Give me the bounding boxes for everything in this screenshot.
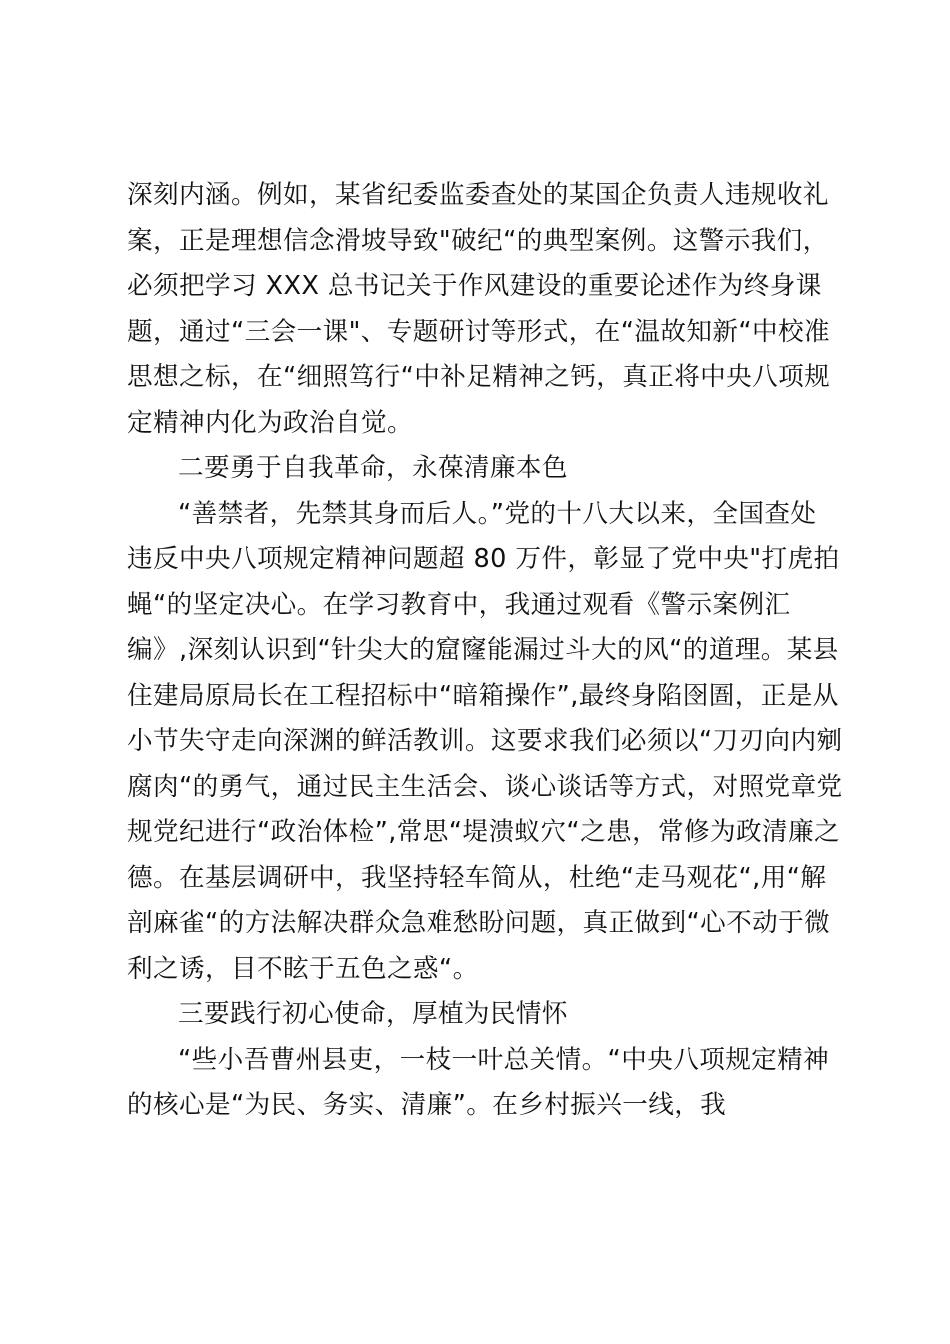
text-line: 规党纪进行“政治体检”,常思“堤溃蚁穴“之患，常修为政清廉之 bbox=[127, 817, 841, 847]
text-line: 违反中央八项规定精神问题超 80 万件，彰显了党中央"打虎拍 bbox=[127, 544, 840, 574]
text-line: 小节失守走向深渊的鲜活教训。这要求我们必须以“刀刃向内剜 bbox=[127, 726, 843, 756]
section-heading-3: 三要践行初心使命，厚植为民情怀 bbox=[178, 999, 568, 1029]
text-line: 德。在基层调研中，我坚持轻车简从，杜绝“走马观花“,用“解 bbox=[127, 862, 827, 893]
section-heading-2: 二要勇于自我革命，永葆清廉本色 bbox=[178, 453, 568, 483]
text-line: 剖麻雀“的方法解决群众急难愁盼问题，真正做到“心不动于微 bbox=[127, 908, 831, 938]
text-line: 必须把学习 XXX 总书记关于作风建设的重要论述作为终身课 bbox=[127, 271, 822, 301]
paragraph-2 bbox=[127, 492, 843, 993]
text-line: 利之诱，目不眩于五色之惑“。 bbox=[127, 953, 479, 984]
text-line: “些小吾曹州县吏，一枝一叶总关情。“中央八项规定精神 bbox=[178, 1044, 830, 1075]
text-line: 的核心是“为民、务实、清廉”。在乡村振兴一线，我 bbox=[127, 1090, 727, 1120]
text-line: 题，通过“三会一课"、专题研讨等形式，在“温故知新“中校准 bbox=[127, 316, 830, 347]
text-line: “善禁者，先禁其身而后人。”党的十八大以来，全国查处 bbox=[178, 498, 817, 529]
document-body bbox=[127, 173, 843, 1129]
text-line: 案，正是理想信念滑坡导致"破纪“的典型案例。这警示我们， bbox=[127, 225, 829, 256]
text-line: 蝇“的坚定决心。在学习教育中，我通过观看《警示案例汇 bbox=[127, 589, 791, 620]
text-line: 深刻内涵。例如，某省纪委监委查处的某国企负责人违规收礼 bbox=[127, 180, 829, 210]
text-line: 住建局原局长在工程招标中“暗箱操作”,最终身陷囹圄，正是从 bbox=[127, 680, 839, 711]
paragraph-3 bbox=[127, 1038, 830, 1129]
text-line: 编》,深刻认识到“针尖大的窟窿能漏过斗大的风“的道理。某县 bbox=[127, 635, 839, 665]
text-line: 腐肉“的勇气，通过民主生活会、谈心谈话等方式，对照党章党 bbox=[127, 771, 843, 802]
text-line: 定精神内化为政治自觉。 bbox=[127, 407, 413, 438]
text-line: 思想之标，在“细照笃行“中补足精神之钙，真正将中央八项规 bbox=[127, 362, 831, 392]
paragraph-1 bbox=[127, 173, 831, 446]
